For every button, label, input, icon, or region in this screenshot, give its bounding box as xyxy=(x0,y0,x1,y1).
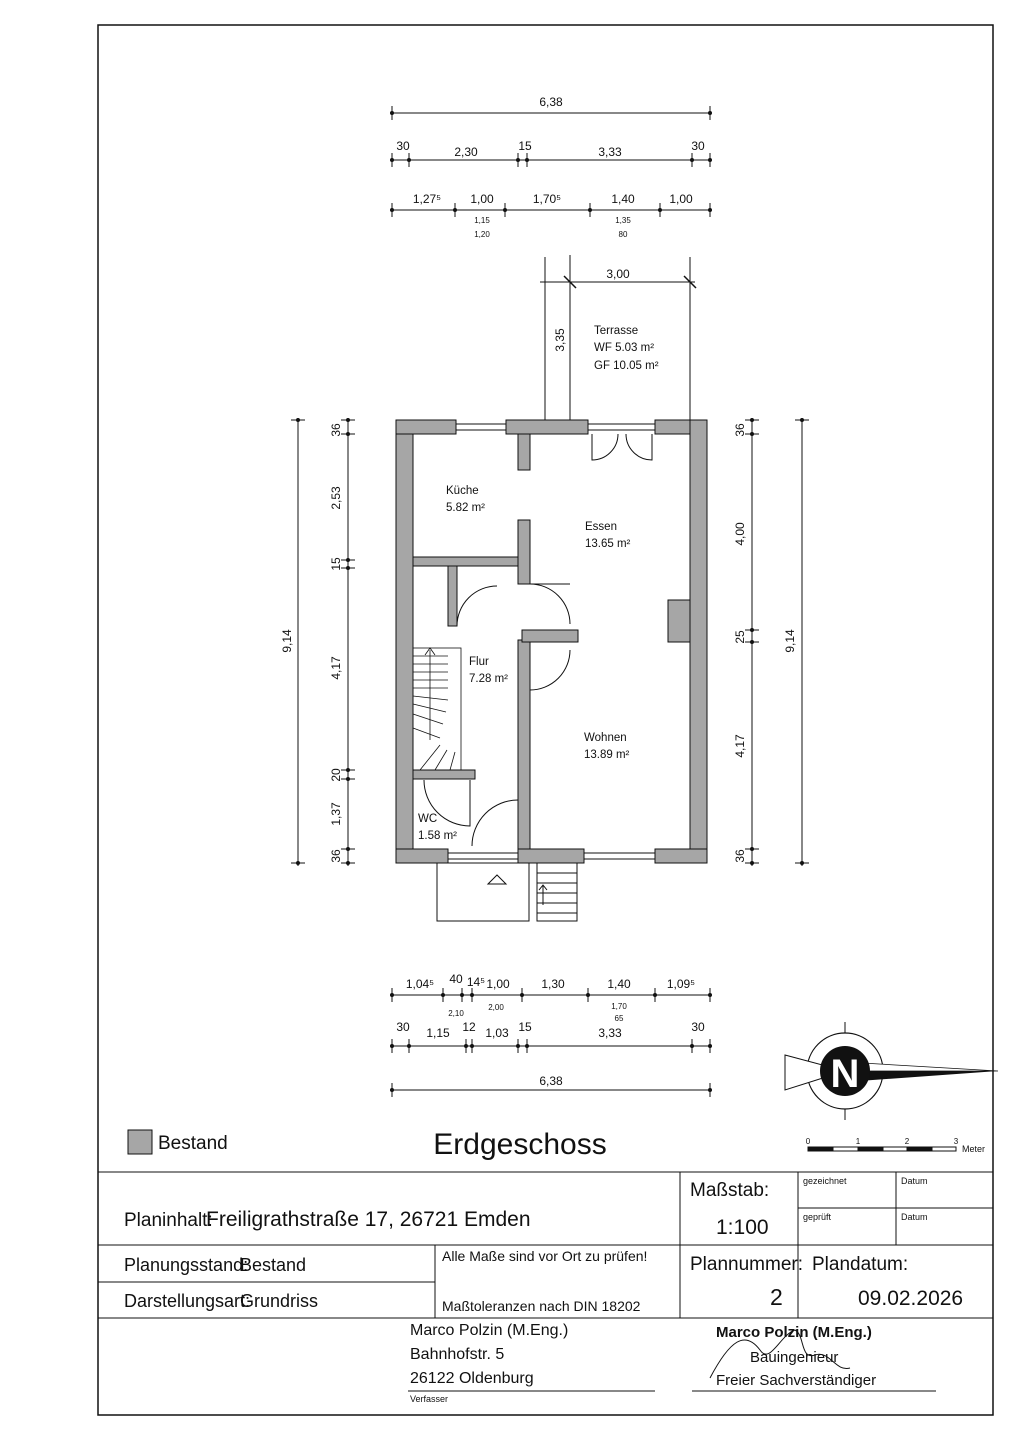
dim-bottom-r2-0: 30 xyxy=(396,1020,410,1034)
gezeichnet-label: gezeichnet xyxy=(803,1176,847,1186)
room-terrace-name: Terrasse xyxy=(594,325,639,337)
dim-top-sub-3: 80 xyxy=(618,230,628,239)
dim-left-total: 9,14 xyxy=(280,629,294,653)
dim-top-r1-0: 30 xyxy=(396,139,410,153)
room-wc-area: 1.58 m² xyxy=(418,830,457,842)
dim-top-r1-1: 2,30 xyxy=(454,145,478,159)
dim-bottom-r1-4: 1,30 xyxy=(541,977,565,991)
dim-left-6: 36 xyxy=(329,849,343,863)
scale-tick-2: 2 xyxy=(904,1137,910,1146)
dim-bottom-r1-6: 1,09⁵ xyxy=(666,977,696,991)
room-hall-name: Flur xyxy=(469,656,489,668)
geprueft-label: geprüft xyxy=(803,1212,832,1222)
dim-top-sub-2: 1,35 xyxy=(615,216,631,225)
stamp-subtitle: Freier Sachverständiger xyxy=(716,1372,877,1389)
dim-left-3: 4,17 xyxy=(329,656,343,680)
note-tolerance: Maßtoleranzen nach DIN 18202 xyxy=(442,1298,641,1314)
plandatum-label: Plandatum: xyxy=(812,1254,909,1275)
planungsstand-label: Planungsstand: xyxy=(124,1255,249,1275)
room-dining-name: Essen xyxy=(585,521,617,533)
dim-right-2: 25 xyxy=(733,630,747,644)
room-living-area: 13.89 m² xyxy=(584,749,630,761)
dim-top-r2-4: 1,00 xyxy=(669,192,693,206)
room-kitchen-name: Küche xyxy=(446,485,479,497)
dim-right-4: 36 xyxy=(733,849,747,863)
room-wc-name: WC xyxy=(418,813,438,825)
title-block-grid xyxy=(98,1172,993,1391)
staircase xyxy=(413,648,461,770)
sheet-frame xyxy=(98,25,993,1415)
north-arrow-icon xyxy=(785,1022,998,1120)
dim-bottom-r2-3: 1,03 xyxy=(485,1026,509,1040)
legend-swatch xyxy=(128,1130,152,1154)
scale-unit: Meter xyxy=(962,1144,986,1154)
dim-bottom-r2-6: 30 xyxy=(691,1020,705,1034)
dim-bottom-r1-5: 1,40 xyxy=(607,977,631,991)
datum-label-1: Datum xyxy=(901,1176,928,1186)
dim-bottom-sub-0: 2,10 xyxy=(448,1009,464,1018)
verfasser-label: Verfasser xyxy=(410,1394,449,1404)
dim-bottom-r2-1: 1,15 xyxy=(426,1026,450,1040)
dim-top-r2-3: 1,40 xyxy=(611,192,635,206)
dim-bottom-r2-4: 15 xyxy=(518,1020,532,1034)
room-living-name: Wohnen xyxy=(584,732,627,744)
author-city: 26122 Oldenburg xyxy=(410,1370,534,1387)
dim-right-3: 4,17 xyxy=(733,734,747,758)
dim-bottom-total: 6,38 xyxy=(539,1074,563,1088)
room-kitchen-area: 5.82 m² xyxy=(446,502,485,514)
room-terrace-wf: WF 5.03 m² xyxy=(594,342,655,354)
planinhalt-value: Freiligrathstraße 17, 26721 Emden xyxy=(206,1208,531,1231)
dim-bottom-r2-2: 12 xyxy=(462,1020,476,1034)
dim-left-0: 36 xyxy=(329,423,343,437)
dim-top-r1-3: 3,33 xyxy=(598,145,622,159)
author-name: Marco Polzin (M.Eng.) xyxy=(410,1322,569,1339)
entrance xyxy=(437,863,577,921)
planungsstand-value: Bestand xyxy=(240,1255,307,1275)
room-dining-area: 13.65 m² xyxy=(585,538,631,550)
dim-bottom-r1-0: 1,04⁵ xyxy=(405,977,435,991)
massstab-label: Maßstab: xyxy=(690,1180,770,1201)
floor-title: Erdgeschoss xyxy=(433,1128,607,1161)
massstab-value: 1:100 xyxy=(716,1216,769,1239)
dim-top-sub-1: 1,20 xyxy=(474,230,490,239)
left-dimensions xyxy=(291,418,355,866)
dim-right-0: 36 xyxy=(733,423,747,437)
north-letter: N xyxy=(830,1052,860,1096)
dim-top-r1-4: 30 xyxy=(691,139,705,153)
dim-top-r2-2: 1,70⁵ xyxy=(532,192,562,206)
note-check-on-site: Alle Maße sind vor Ort zu prüfen! xyxy=(442,1248,648,1264)
walls xyxy=(396,420,707,863)
room-hall-area: 7.28 m² xyxy=(469,673,508,685)
dim-bottom-r1-1: 40 xyxy=(449,972,463,986)
scale-tick-0: 0 xyxy=(805,1137,811,1146)
dim-bottom-r1-3: 1,00 xyxy=(486,977,510,991)
dim-left-4: 20 xyxy=(329,768,343,782)
scale-tick-1: 1 xyxy=(855,1137,861,1146)
dim-top-r2-1: 1,00 xyxy=(470,192,494,206)
dim-terrace-depth: 3,35 xyxy=(553,328,567,352)
dim-bottom-r2-5: 3,33 xyxy=(598,1026,622,1040)
dim-left-2: 15 xyxy=(329,557,343,571)
dim-top-r2-0: 1,27⁵ xyxy=(412,192,442,206)
dim-bottom-sub-1: 2,00 xyxy=(488,1003,504,1012)
plannummer-label: Plannummer: xyxy=(690,1254,803,1275)
datum-label-2: Datum xyxy=(901,1212,928,1222)
room-terrace-gf: GF 10.05 m² xyxy=(594,360,659,372)
stamp-name: Marco Polzin (M.Eng.) xyxy=(716,1324,872,1341)
author-street: Bahnhofstr. 5 xyxy=(410,1346,505,1363)
darstellungsart-value: Grundriss xyxy=(240,1291,319,1311)
darstellungsart-label: Darstellungsart: xyxy=(124,1291,251,1311)
scale-bar xyxy=(808,1147,956,1151)
dim-terrace-width: 3,00 xyxy=(606,267,630,281)
dim-left-1: 2,53 xyxy=(329,486,343,510)
dim-top-r1-2: 15 xyxy=(518,139,532,153)
plannummer-value: 2 xyxy=(770,1284,783,1310)
dim-top-total: 6,38 xyxy=(539,95,563,109)
plandatum-value: 09.02.2026 xyxy=(858,1287,964,1310)
dim-right-total: 9,14 xyxy=(783,629,797,653)
legend-label: Bestand xyxy=(158,1133,228,1154)
right-dimensions xyxy=(745,418,809,866)
dim-bottom-sub-3: 65 xyxy=(614,1014,624,1023)
dim-right-1: 4,00 xyxy=(733,522,747,546)
planinhalt-label: Planinhalt: xyxy=(124,1210,213,1231)
dim-top-sub-0: 1,15 xyxy=(474,216,490,225)
dim-bottom-sub-2: 1,70 xyxy=(611,1002,627,1011)
dim-left-5: 1,37 xyxy=(329,802,343,826)
dim-bottom-r1-2: 14⁵ xyxy=(466,975,486,989)
scale-tick-3: 3 xyxy=(953,1137,959,1146)
stamp-title: Bauingenieur xyxy=(750,1349,839,1366)
